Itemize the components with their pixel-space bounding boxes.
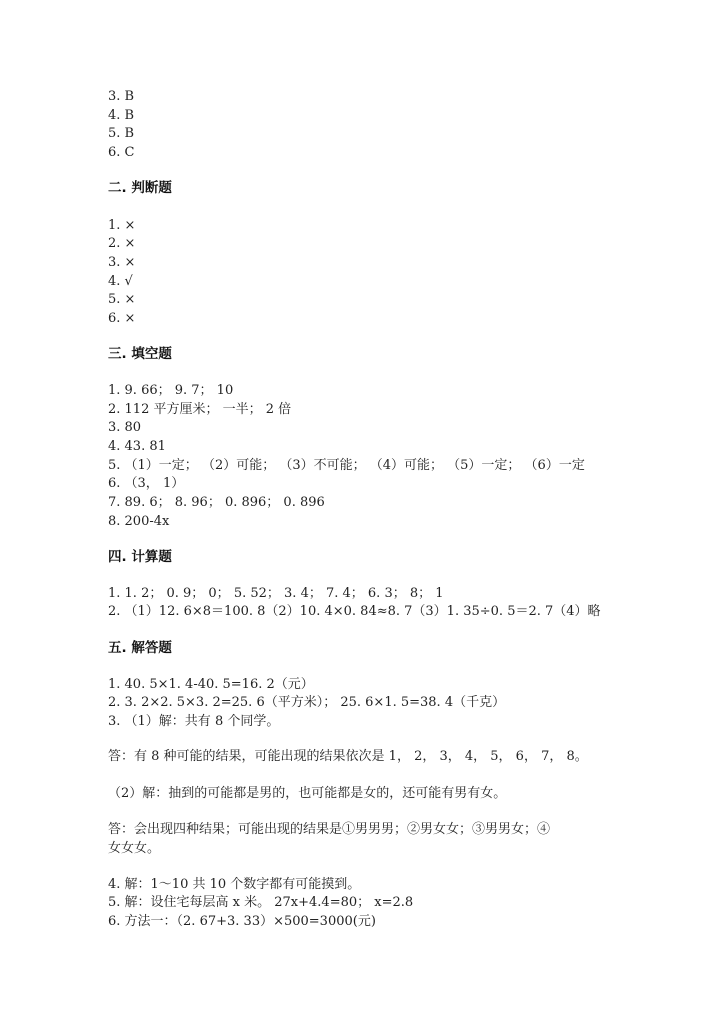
answer-line: 4. B	[108, 108, 135, 123]
answer-line: 8. 200-4x	[108, 514, 170, 529]
answer-line: 3. B	[108, 89, 135, 104]
answer-line: 1. 40. 5×1. 4-40. 5=16. 2（元）	[108, 677, 314, 692]
answer-line: 4. 43. 81	[108, 439, 166, 454]
section-heading: 五. 解答题	[108, 640, 172, 656]
answer-line: 6. （3， 1）	[108, 476, 185, 491]
answer-line: 5. （1）一定； （2）可能； （3）不可能； （4）可能； （5）一定； （6）一定	[108, 458, 585, 473]
answer-line: 1. 1. 2； 0. 9； 0； 5. 52； 3. 4； 7. 4； 6. 3； 8； 1	[108, 586, 444, 601]
answer-line: 2. （1）12. 6×8＝100. 8（2）10. 4×0. 84≈8. 7（3）1. 35÷0. 5＝2. 7（4）略	[108, 604, 601, 619]
answer-line: 7. 89. 6； 8. 96； 0. 896； 0. 896	[108, 495, 325, 510]
answer-line: 答：有 8 种可能的结果，可能出现的结果依次是 1， 2， 3， 4， 5， 6， 7， 8。	[108, 749, 588, 764]
answer-line: 3. （1）解：共有 8 个同学。	[108, 714, 280, 729]
answer-line: 2. 112 平方厘米； 一半； 2 倍	[108, 402, 292, 417]
answer-line: 4. √	[108, 274, 133, 289]
answer-line: 5. B	[108, 126, 135, 141]
answer-line: 6. C	[108, 145, 135, 160]
answer-line: 5. ×	[108, 292, 136, 307]
answer-line: 6. 方法一：（2. 67+3. 33）×500=3000(元)	[108, 914, 376, 929]
section-heading: 二. 判断题	[108, 180, 172, 196]
answer-line: 2. 3. 2×2. 5×3. 2=25. 6（平方米）； 25. 6×1. 5=38. 4（千克）	[108, 695, 506, 710]
answer-line: 6. ×	[108, 311, 136, 326]
answer-line: 5. 解：设住宅每层高 x 米。 27x+4.4=80； x=2.8	[108, 895, 414, 910]
answer-line: 1. 9. 66； 9. 7； 10	[108, 383, 234, 398]
answer-line: 4. 解：1～10 共 10 个数字都有可能摸到。	[108, 877, 361, 892]
answer-line: 3. ×	[108, 255, 136, 270]
answer-line: 女女女。	[108, 841, 161, 856]
answer-line: 答：会出现四种结果；可能出现的结果是①男男男；②男女女；③男男女；④	[108, 822, 551, 837]
answer-line: 2. ×	[108, 236, 136, 251]
answer-line: 3. 80	[108, 420, 142, 435]
answer-line: 1. ×	[108, 218, 136, 233]
section-heading: 四. 计算题	[108, 549, 172, 565]
section-heading: 三. 填空题	[108, 346, 172, 362]
answer-line: （2）解：抽到的可能都是男的，也可能都是女的，还可能有男有女。	[108, 786, 507, 801]
